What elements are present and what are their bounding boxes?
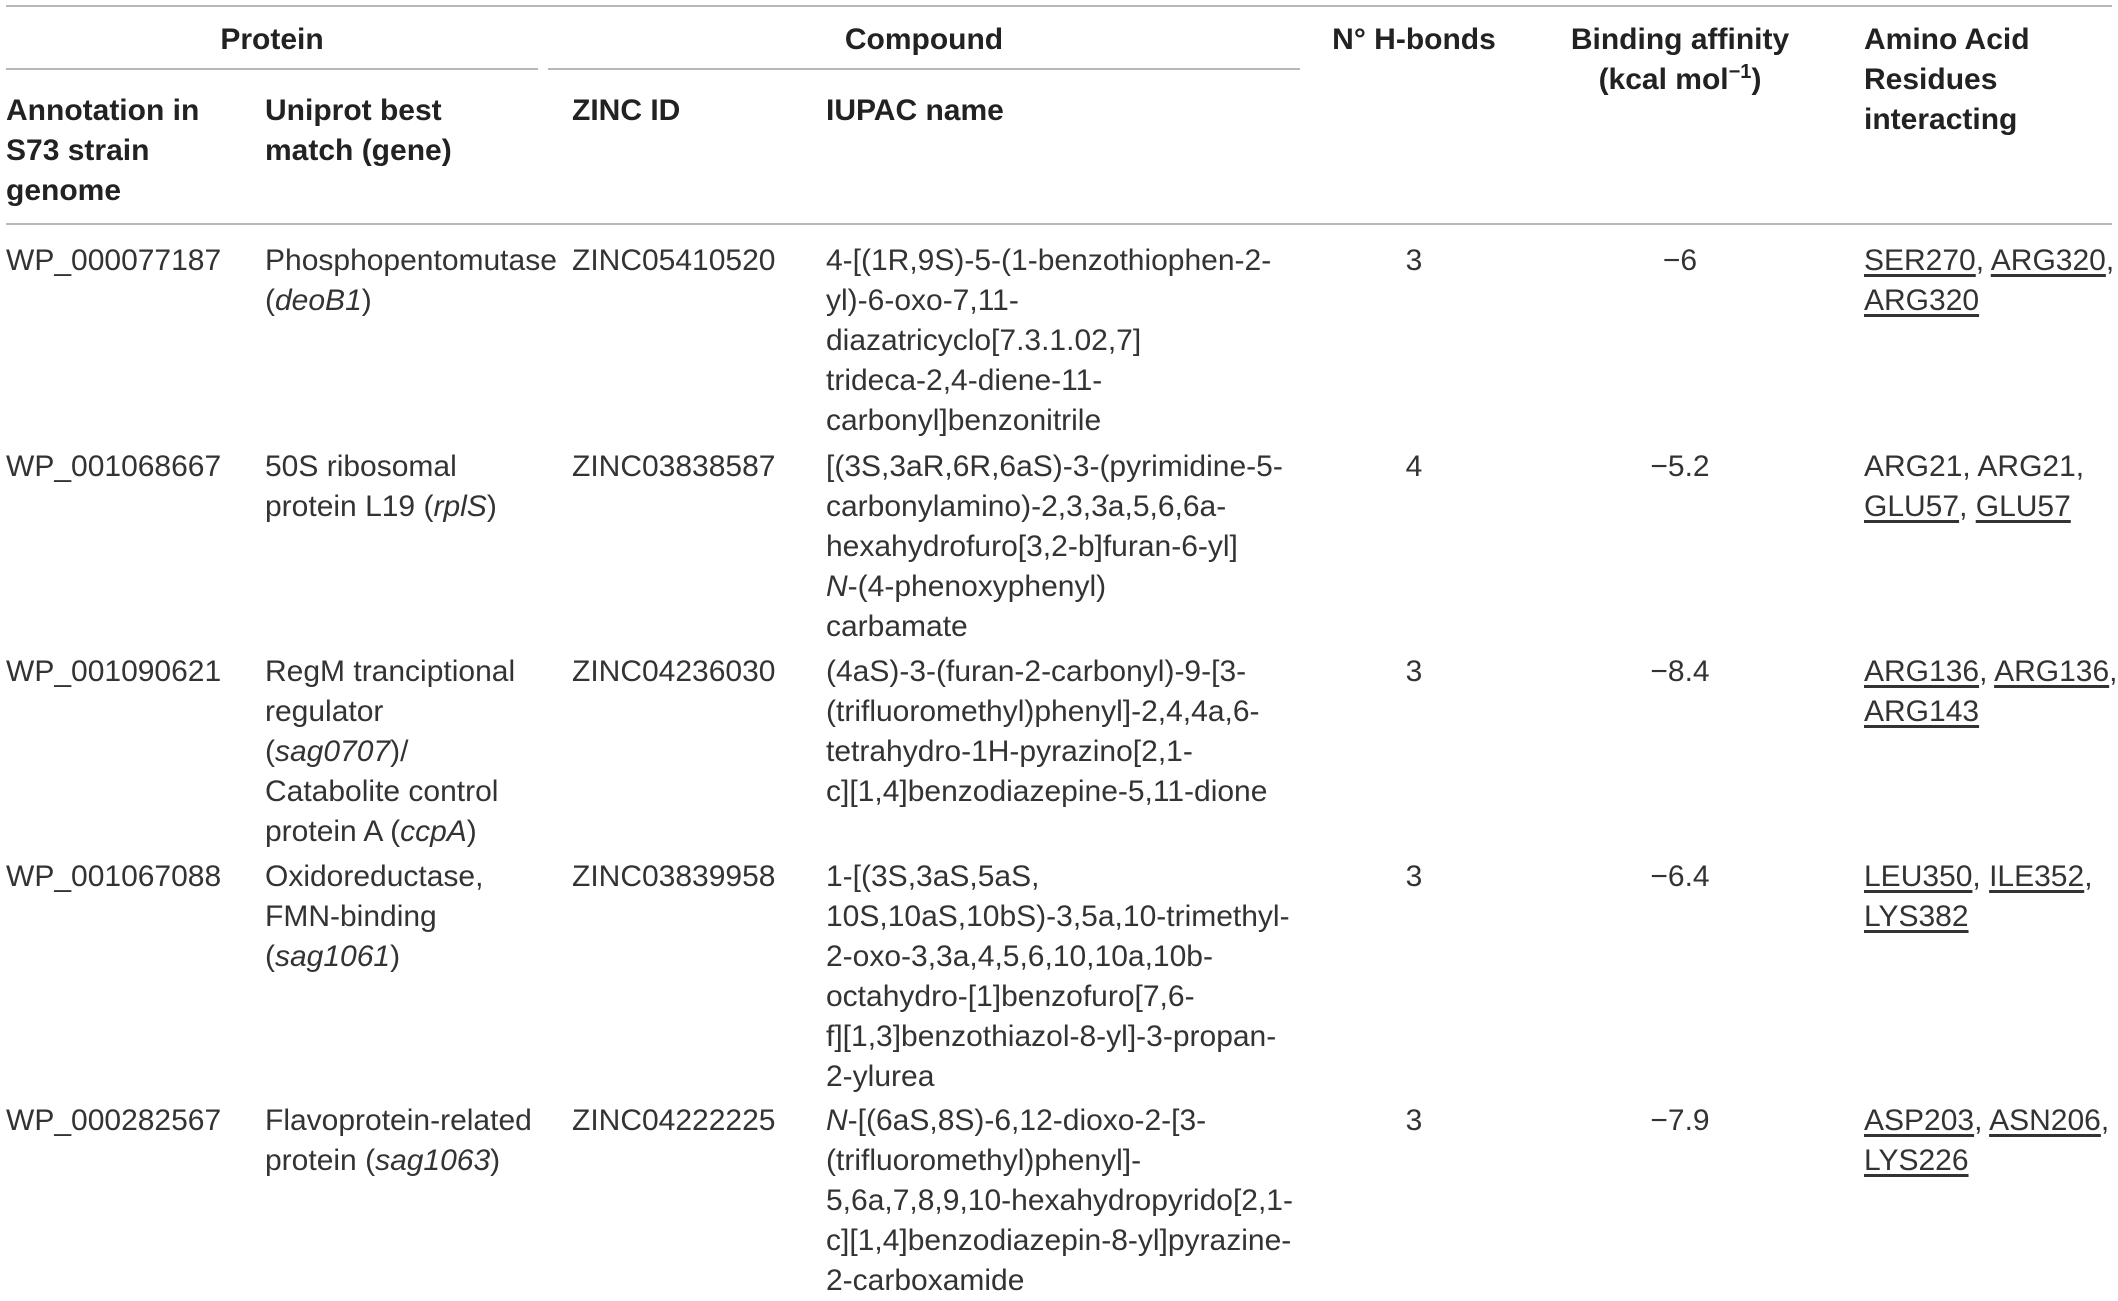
uniprot-line: Phosphopentomutase (265, 244, 557, 277)
zinc-id-cell: ZINC05410520 (572, 244, 776, 277)
uniprot-line: Oxidoreductase, (265, 860, 484, 893)
iupac-line: hexahydrofuro[3,2-b]furan-6-yl] (826, 530, 1238, 563)
affinity-header: Binding affinity (kcal mol$^{-1}$) (1570, 23, 1790, 96)
affinity-cell: −8.4 (1650, 655, 1710, 688)
iupac-line: c][1,4]benzodiazepine-5,11-dione (826, 775, 1268, 808)
iupac-line: diazatricyclo[7.3.1.02,7] (826, 324, 1142, 357)
residues-header: Amino Acid Residues interacting (1864, 23, 2030, 136)
uniprot-line: Flavoprotein-related (265, 1104, 532, 1137)
iupac-line: 1-[(3S,3aS,5aS, (826, 860, 1040, 893)
uniprot-cell (265, 447, 497, 527)
hbonds-cell: 3 (1405, 244, 1423, 277)
uniprot-line: (sag0707)/ (265, 735, 409, 768)
affinity-cell: −5.2 (1650, 450, 1710, 483)
residues-line: LEU350, ILE352, (1864, 860, 2093, 893)
residues-line: SER270, ARG320, (1864, 244, 2115, 277)
uniprot-cell (265, 857, 483, 977)
iupac-cell (826, 1101, 1293, 1301)
affinity-cell: −7.9 (1650, 1104, 1710, 1137)
zinc-id-header: ZINC ID (572, 94, 681, 127)
hbonds-cell: 3 (1405, 860, 1423, 893)
residues-line: ASP203, ASN206, (1864, 1104, 2110, 1137)
hbonds-header: N° H-bonds (1332, 23, 1496, 56)
iupac-cell (826, 447, 1283, 647)
iupac-line: [(3S,3aR,6R,6aS)-3-(pyrimidine-5- (826, 450, 1283, 483)
uniprot-line: 50S ribosomal (265, 450, 457, 483)
residues-line: LYS382 (1864, 900, 1969, 933)
iupac-line: tetrahydro-1H-pyrazino[2,1- (826, 735, 1193, 768)
uniprot-line: FMN-binding (265, 900, 437, 933)
zinc-id-cell: ZINC03838587 (572, 450, 776, 483)
compound-group-rule (548, 68, 1300, 70)
annotation-header: Annotation in S73 strain genome (6, 94, 200, 207)
iupac-line: trideca-2,4-diene-11- (826, 364, 1103, 397)
iupac-line: N-(4-phenoxyphenyl) (826, 570, 1107, 603)
iupac-line: 2-carboxamide (826, 1264, 1025, 1297)
compound-group-header: Compound (844, 23, 1004, 56)
iupac-line: N-[(6aS,8S)-6,12-dioxo-2-[3- (826, 1104, 1207, 1137)
iupac-line: 2-ylurea (826, 1060, 935, 1093)
uniprot-line: protein (sag1063) (265, 1144, 501, 1177)
iupac-line: 2-oxo-3,3a,4,5,6,10,10a,10b- (826, 940, 1213, 973)
uniprot-cell (265, 1101, 532, 1181)
residues-cell (1864, 1101, 2109, 1181)
uniprot-line: (sag1061) (265, 940, 401, 973)
uniprot-cell (265, 652, 515, 852)
protein-group-rule (6, 68, 538, 70)
uniprot-header: Uniprot best match (gene) (265, 94, 452, 167)
top-rule (6, 5, 2112, 7)
residues-cell (1864, 652, 2118, 732)
residues-line: LYS226 (1864, 1144, 1969, 1177)
iupac-line: f][1,3]benzothiazol-8-yl]-3-propan- (826, 1020, 1277, 1053)
iupac-cell (826, 241, 1271, 441)
iupac-line: 4-[(1R,9S)-5-(1-benzothiophen-2- (826, 244, 1272, 277)
header-bottom-rule (6, 223, 2112, 225)
iupac-line: 5,6a,7,8,9,10-hexahydropyrido[2,1- (826, 1184, 1293, 1217)
hbonds-cell: 4 (1405, 450, 1423, 483)
uniprot-line: regulator (265, 695, 384, 728)
residues-line: ARG320 (1864, 284, 1980, 317)
hbonds-cell: 3 (1405, 655, 1423, 688)
uniprot-line: protein L19 (rplS) (265, 490, 497, 523)
iupac-cell (826, 857, 1290, 1097)
uniprot-line: RegM tranciptional (265, 655, 516, 688)
iupac-line: c][1,4]benzodiazepin-8-yl]pyrazine- (826, 1224, 1292, 1257)
uniprot-line: protein A (ccpA) (265, 815, 477, 848)
residues-cell (1864, 241, 2114, 321)
annotation-cell: WP_000077187 (6, 244, 222, 277)
residues-line: ARG143 (1864, 695, 1980, 728)
affinity-cell: −6 (1662, 244, 1698, 277)
uniprot-line: Catabolite control (265, 775, 499, 808)
iupac-cell (826, 652, 1267, 812)
iupac-header: IUPAC name (826, 94, 1004, 127)
iupac-line: carbonylamino)-2,3,3a,5,6,6a- (826, 490, 1227, 523)
annotation-cell: WP_001090621 (6, 655, 222, 688)
iupac-line: carbamate (826, 610, 968, 643)
hbonds-cell: 3 (1405, 1104, 1423, 1137)
iupac-line: 10S,10aS,10bS)-3,5a,10-trimethyl- (826, 900, 1290, 933)
zinc-id-cell: ZINC04236030 (572, 655, 776, 688)
iupac-line: yl)-6-oxo-7,11- (826, 284, 1019, 317)
residues-line: ARG136, ARG136, (1864, 655, 2118, 688)
residues-cell (1864, 857, 2093, 937)
zinc-id-cell: ZINC04222225 (572, 1104, 776, 1137)
iupac-line: octahydro-[1]benzofuro[7,6- (826, 980, 1195, 1013)
zinc-id-cell: ZINC03839958 (572, 860, 776, 893)
annotation-cell: WP_000282567 (6, 1104, 222, 1137)
iupac-line: (4aS)-3-(furan-2-carbonyl)-9-[3- (826, 655, 1247, 688)
uniprot-line: (deoB1) (265, 284, 372, 317)
iupac-line: (trifluoromethyl)phenyl]-2,4,4a,6- (826, 695, 1260, 728)
residues-line: ARG21, ARG21, (1864, 450, 2085, 483)
iupac-line: carbonyl]benzonitrile (826, 404, 1102, 437)
residues-line: GLU57, GLU57 (1864, 490, 2071, 523)
affinity-cell: −6.4 (1650, 860, 1710, 893)
iupac-line: (trifluoromethyl)phenyl]- (826, 1144, 1142, 1177)
residues-cell (1864, 447, 2084, 527)
protein-group-header: Protein (220, 23, 324, 56)
uniprot-cell (265, 241, 557, 321)
annotation-cell: WP_001067088 (6, 860, 222, 893)
annotation-cell: WP_001068667 (6, 450, 222, 483)
